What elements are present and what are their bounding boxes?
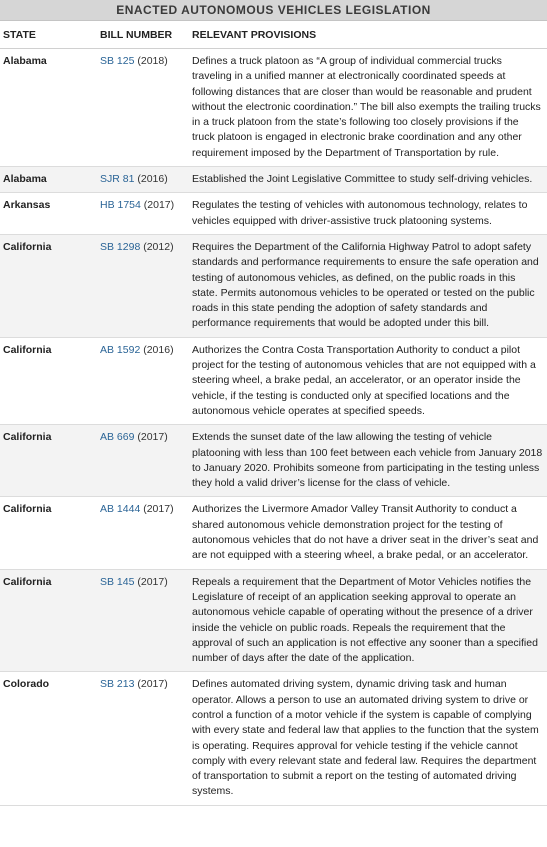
state-cell: Colorado [3,678,50,691]
bill-link[interactable]: SB 213 [100,678,135,691]
provisions-cell: Defines a truck platoon as “A group of individual commercial trucks traveling in a unified manner at electronically coordinated speeds at following distances that are closer than would be reasonable and prudent without the electronic coordination.” The bill also exempts the trailing trucks in a truck platoon from the state’s following too closely provisions if the truck platoon is engaged in electronic brake coordination and any other requirement imposed by the Department of Transportation by rule. [192,55,541,159]
bill-link[interactable]: AB 669 [100,431,135,444]
bill-cell [100,172,192,187]
bill-year: (2017) [134,678,168,691]
state-cell: Alabama [3,55,47,67]
bill-link[interactable]: SB 1298 [100,240,141,253]
provisions-cell: Authorizes the Contra Costa Transportation Authority to conduct a pilot project for the testing of autonomous vehicles that are not equipped with a steering wheel, a brake pedal, an accelerator, or an operator inside the vehicle, if the testing is conducted only at specified locations and the autonomous vehicle operates at specified speeds. [192,343,536,417]
state-cell: California [3,343,52,356]
bill-cell [100,54,192,69]
bill-year: (2018) [134,55,168,67]
bill-year: (2012) [140,240,174,253]
provisions-cell: Extends the sunset date of the law allowing the testing of vehicle platooning with less than 100 feet between each vehicle from January 2018 to January 2020. Prohibits someone from participating in the testing unless they hold a valid driver’s license for the class of vehicle. [192,431,543,490]
bill-year: (2017) [134,575,168,588]
header-state: STATE [3,28,36,41]
provisions-cell: Authorizes the Livermore Amador Valley Transit Authority to conduct a shared autonomous vehicle demonstration project for the testing of autonomous vehicles that do not have a driver seat in the driver’s seat and are not equipped with a steering wheel, a brake pedal, or an accelerator. [192,503,539,562]
table-row [0,570,547,673]
state-cell: California [3,575,52,588]
bill-year: (2017) [140,199,175,212]
bill-link[interactable]: AB 1444 [100,503,141,516]
table-header [0,21,547,49]
header-bill-number: BILL NUMBER [100,28,173,41]
table-row [0,672,547,805]
bill-link[interactable]: AB 1592 [100,343,141,356]
state-cell: Arkansas [3,199,51,212]
bill-cell [100,343,192,358]
bill-link[interactable]: SB 145 [100,575,135,588]
provisions-cell: Repeals a requirement that the Department of Motor Vehicles notifies the Legislature of receipt of an application seeking approval to operate an autonomous vehicle capable of operating without the presence of a driver inside the vehicle on public roads. Repeals the requirement that the approval of such an application is not effective any sooner than a specified number of days after the date of the application. [192,575,538,665]
bill-cell [100,198,192,213]
provisions-cell: Requires the Department of the California Highway Patrol to adopt safety standards and performance requirements to ensure the safe operation and testing of autonomous vehicles, as defined, on the public roads in this state. Permits autonomous vehicles to be operated or tested on the public roads in this state pending the adoption of safety standards and performance requirements that would be adopted under this bill. [192,240,539,330]
table-body [0,49,547,806]
bill-link[interactable]: HB 1754 [100,199,141,212]
bill-year: (2016) [134,173,168,186]
bill-cell [100,502,192,517]
state-cell: California [3,431,52,444]
state-cell: California [3,240,52,253]
bill-link[interactable]: SJR 81 [100,173,135,186]
bill-cell [100,240,192,255]
bill-year: (2017) [140,503,174,516]
state-cell: Alabama [3,173,47,186]
table-title: ENACTED AUTONOMOUS VEHICLES LEGISLATION [0,0,547,21]
bill-link[interactable]: SB 125 [100,55,135,67]
bill-cell [100,430,192,445]
table-row [0,193,547,235]
bill-year: (2016) [140,343,174,356]
header-relevant-provisions: RELEVANT PROVISIONS [192,28,317,41]
table-row [0,497,547,569]
bill-cell [100,677,192,692]
table-row [0,49,547,167]
table-row [0,425,547,497]
provisions-cell: Defines automated driving system, dynamic driving task and human operator. Allows a person to use an automated driving system to drive or control a function of a motor vehicle if the system is capable of complying with every state and federal law that applies to the function that the system is operating. Requires approval for vehicle testing if the vehicle cannot comply with every relevant state and federal law. Requires the department of transportation to submit a report on the testing of automated driving systems. [192,678,539,798]
table-row [0,235,547,338]
provisions-cell: Established the Joint Legislative Committee to study self-driving vehicles. [192,173,533,186]
bill-year: (2017) [134,431,168,444]
provisions-cell: Regulates the testing of vehicles with autonomous technology, relates to vehicles equipped with driver-assistive truck platooning systems. [192,199,528,227]
state-cell: California [3,503,52,516]
table-row [0,338,547,425]
bill-cell [100,575,192,590]
table-row [0,167,547,193]
